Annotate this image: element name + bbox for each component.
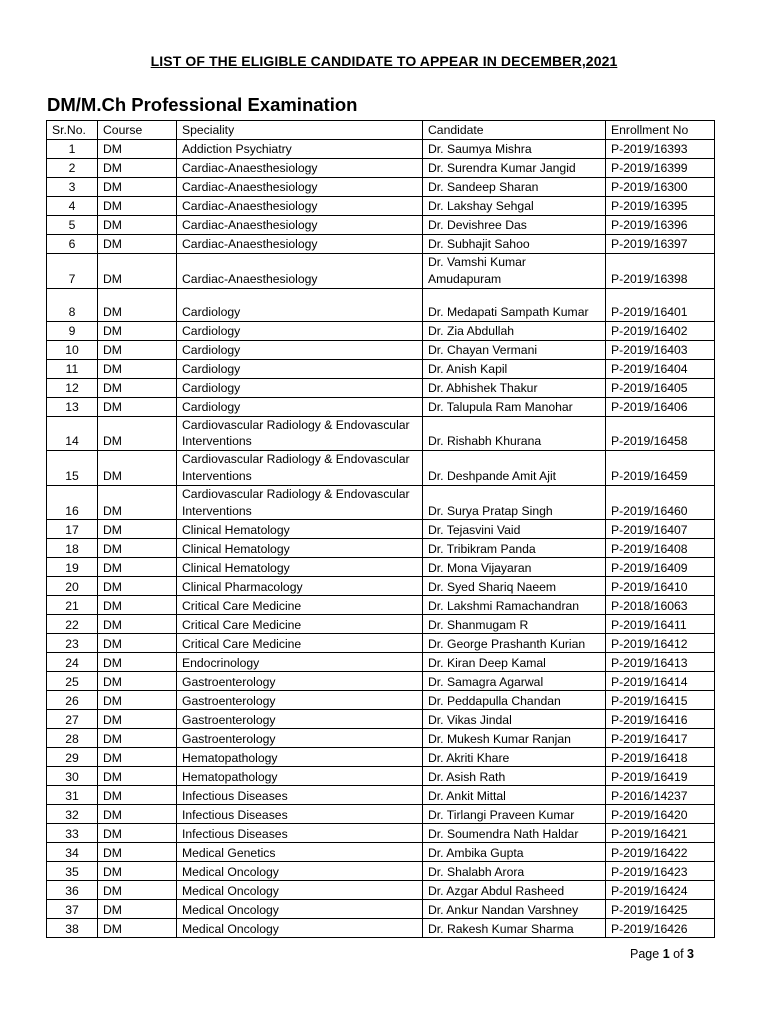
- cell-speciality: Gastroenterology: [177, 729, 423, 748]
- cell-sr-no: 14: [47, 416, 98, 451]
- cell-speciality: Cardiology: [177, 321, 423, 340]
- cell-candidate: Dr. Abhishek Thakur: [423, 378, 606, 397]
- cell-enrollment-no: P-2019/16418: [606, 748, 715, 767]
- cell-course: DM: [98, 577, 177, 596]
- cell-candidate: Dr. Tribikram Panda: [423, 539, 606, 558]
- cell-sr-no: 7: [47, 254, 98, 289]
- cell-candidate: Dr. George Prashanth Kurian: [423, 634, 606, 653]
- cell-candidate: Dr. Lakshay Sehgal: [423, 197, 606, 216]
- of-word: of: [673, 947, 684, 961]
- cell-candidate: Dr. Ambika Gupta: [423, 843, 606, 862]
- cell-sr-no: 30: [47, 767, 98, 786]
- table-body: [47, 140, 715, 938]
- cell-candidate: Dr. Ankur Nandan Varshney: [423, 900, 606, 919]
- cell-candidate: Dr. Talupula Ram Manohar: [423, 397, 606, 416]
- cell-course: DM: [98, 748, 177, 767]
- header-enrollment-no: Enrollment No: [606, 121, 715, 140]
- table-row: [47, 178, 715, 197]
- cell-course: DM: [98, 216, 177, 235]
- cell-speciality: Infectious Diseases: [177, 824, 423, 843]
- cell-candidate: Dr. Devishree Das: [423, 216, 606, 235]
- cell-enrollment-no: P-2019/16405: [606, 378, 715, 397]
- cell-course: DM: [98, 862, 177, 881]
- table-row: [47, 321, 715, 340]
- cell-course: DM: [98, 397, 177, 416]
- cell-sr-no: 38: [47, 919, 98, 938]
- cell-sr-no: 3: [47, 178, 98, 197]
- cell-enrollment-no: P-2019/16404: [606, 359, 715, 378]
- cell-speciality: Clinical Hematology: [177, 520, 423, 539]
- table-row: [47, 235, 715, 254]
- cell-course: DM: [98, 451, 177, 486]
- table-row: [47, 216, 715, 235]
- cell-enrollment-no: P-2019/16423: [606, 862, 715, 881]
- cell-course: DM: [98, 485, 177, 520]
- cell-candidate: Dr. Anish Kapil: [423, 359, 606, 378]
- cell-candidate: Dr. Surya Pratap Singh: [423, 485, 606, 520]
- table-row: [47, 416, 715, 451]
- table-row: [47, 378, 715, 397]
- cell-enrollment-no: P-2018/16063: [606, 596, 715, 615]
- cell-enrollment-no: P-2019/16393: [606, 140, 715, 159]
- cell-enrollment-no: P-2019/16407: [606, 520, 715, 539]
- cell-speciality: Cardiology: [177, 340, 423, 359]
- table-row: [47, 786, 715, 805]
- cell-candidate: Dr. Vamshi Kumar Amudapuram: [423, 254, 606, 289]
- table-row: [47, 596, 715, 615]
- cell-speciality: Cardiac-Anaesthesiology: [177, 216, 423, 235]
- table-row: [47, 451, 715, 486]
- cell-sr-no: 17: [47, 520, 98, 539]
- cell-candidate: Dr. Samagra Agarwal: [423, 672, 606, 691]
- cell-course: DM: [98, 254, 177, 289]
- page-total: 3: [687, 947, 694, 961]
- cell-sr-no: 35: [47, 862, 98, 881]
- table-row: [47, 862, 715, 881]
- cell-candidate: Dr. Rakesh Kumar Sharma: [423, 919, 606, 938]
- cell-sr-no: 19: [47, 558, 98, 577]
- cell-candidate: Dr. Mukesh Kumar Ranjan: [423, 729, 606, 748]
- candidate-table: [46, 120, 715, 938]
- cell-course: DM: [98, 919, 177, 938]
- cell-candidate: Dr. Soumendra Nath Haldar: [423, 824, 606, 843]
- header-course: Course: [98, 121, 177, 140]
- cell-sr-no: 6: [47, 235, 98, 254]
- cell-course: DM: [98, 520, 177, 539]
- cell-candidate: Dr. Lakshmi Ramachandran: [423, 596, 606, 615]
- cell-enrollment-no: P-2019/16421: [606, 824, 715, 843]
- cell-course: DM: [98, 615, 177, 634]
- cell-course: DM: [98, 767, 177, 786]
- cell-course: DM: [98, 378, 177, 397]
- page-word: Page: [630, 947, 660, 961]
- cell-speciality: Addiction Psychiatry: [177, 140, 423, 159]
- cell-enrollment-no: P-2016/14237: [606, 786, 715, 805]
- cell-enrollment-no: P-2019/16422: [606, 843, 715, 862]
- cell-speciality: Medical Oncology: [177, 862, 423, 881]
- cell-course: DM: [98, 596, 177, 615]
- cell-course: DM: [98, 539, 177, 558]
- cell-enrollment-no: P-2019/16412: [606, 634, 715, 653]
- cell-sr-no: 4: [47, 197, 98, 216]
- cell-sr-no: 26: [47, 691, 98, 710]
- cell-sr-no: 8: [47, 288, 98, 321]
- cell-candidate: Dr. Kiran Deep Kamal: [423, 653, 606, 672]
- cell-speciality: Cardiac-Anaesthesiology: [177, 197, 423, 216]
- cell-enrollment-no: P-2019/16416: [606, 710, 715, 729]
- cell-enrollment-no: P-2019/16408: [606, 539, 715, 558]
- cell-course: DM: [98, 824, 177, 843]
- page-indicator: [630, 947, 694, 961]
- cell-enrollment-no: P-2019/16397: [606, 235, 715, 254]
- cell-enrollment-no: P-2019/16410: [606, 577, 715, 596]
- cell-candidate: Dr. Tejasvini Vaid: [423, 520, 606, 539]
- cell-speciality: Clinical Hematology: [177, 539, 423, 558]
- cell-course: DM: [98, 340, 177, 359]
- cell-candidate: Dr. Vikas Jindal: [423, 710, 606, 729]
- table-row: [47, 340, 715, 359]
- table-row: [47, 288, 715, 321]
- table-row: [47, 197, 715, 216]
- cell-sr-no: 24: [47, 653, 98, 672]
- cell-speciality: Medical Genetics: [177, 843, 423, 862]
- cell-sr-no: 18: [47, 539, 98, 558]
- cell-course: DM: [98, 843, 177, 862]
- cell-sr-no: 9: [47, 321, 98, 340]
- cell-enrollment-no: P-2019/16402: [606, 321, 715, 340]
- table-row: [47, 653, 715, 672]
- cell-speciality: Clinical Pharmacology: [177, 577, 423, 596]
- cell-sr-no: 31: [47, 786, 98, 805]
- cell-speciality: Cardiovascular Radiology & Endovascular Interventions: [177, 451, 423, 486]
- cell-speciality: Clinical Hematology: [177, 558, 423, 577]
- table-row: [47, 805, 715, 824]
- header-speciality: Speciality: [177, 121, 423, 140]
- table-row: [47, 634, 715, 653]
- cell-enrollment-no: P-2019/16414: [606, 672, 715, 691]
- cell-enrollment-no: P-2019/16413: [606, 653, 715, 672]
- cell-speciality: Cardiology: [177, 378, 423, 397]
- cell-speciality: Cardiac-Anaesthesiology: [177, 254, 423, 289]
- cell-speciality: Cardiac-Anaesthesiology: [177, 159, 423, 178]
- cell-sr-no: 37: [47, 900, 98, 919]
- table-row: [47, 767, 715, 786]
- table-row: [47, 729, 715, 748]
- cell-enrollment-no: P-2019/16460: [606, 485, 715, 520]
- cell-enrollment-no: P-2019/16417: [606, 729, 715, 748]
- table-row: [47, 485, 715, 520]
- cell-sr-no: 20: [47, 577, 98, 596]
- cell-sr-no: 2: [47, 159, 98, 178]
- cell-speciality: Cardiac-Anaesthesiology: [177, 235, 423, 254]
- cell-enrollment-no: P-2019/16300: [606, 178, 715, 197]
- table-row: [47, 159, 715, 178]
- cell-enrollment-no: P-2019/16459: [606, 451, 715, 486]
- cell-speciality: Cardiovascular Radiology & Endovascular Interventions: [177, 485, 423, 520]
- cell-speciality: Medical Oncology: [177, 881, 423, 900]
- cell-sr-no: 15: [47, 451, 98, 486]
- cell-enrollment-no: P-2019/16398: [606, 254, 715, 289]
- table-row: [47, 359, 715, 378]
- cell-candidate: Dr. Syed Shariq Naeem: [423, 577, 606, 596]
- section-heading: DM/M.Ch Professional Examination: [47, 94, 358, 115]
- table-row: [47, 558, 715, 577]
- table-row: [47, 539, 715, 558]
- cell-sr-no: 5: [47, 216, 98, 235]
- cell-course: DM: [98, 197, 177, 216]
- cell-candidate: Dr. Subhajit Sahoo: [423, 235, 606, 254]
- document-title: LIST OF THE ELIGIBLE CANDIDATE TO APPEAR IN DECEMBER,2021: [150, 53, 618, 69]
- cell-course: DM: [98, 178, 177, 197]
- cell-enrollment-no: P-2019/16409: [606, 558, 715, 577]
- cell-sr-no: 11: [47, 359, 98, 378]
- cell-course: DM: [98, 416, 177, 451]
- cell-speciality: Critical Care Medicine: [177, 615, 423, 634]
- cell-speciality: Critical Care Medicine: [177, 596, 423, 615]
- table-row: [47, 748, 715, 767]
- cell-enrollment-no: P-2019/16401: [606, 288, 715, 321]
- cell-course: DM: [98, 558, 177, 577]
- cell-enrollment-no: P-2019/16420: [606, 805, 715, 824]
- cell-course: DM: [98, 805, 177, 824]
- cell-sr-no: 27: [47, 710, 98, 729]
- table-row: [47, 397, 715, 416]
- table-row: [47, 843, 715, 862]
- cell-speciality: Gastroenterology: [177, 672, 423, 691]
- cell-sr-no: 22: [47, 615, 98, 634]
- cell-sr-no: 28: [47, 729, 98, 748]
- table-row: [47, 577, 715, 596]
- cell-speciality: Hematopathology: [177, 748, 423, 767]
- cell-candidate: Dr. Medapati Sampath Kumar: [423, 288, 606, 321]
- table-header-row: [47, 121, 715, 140]
- cell-course: DM: [98, 653, 177, 672]
- cell-enrollment-no: P-2019/16415: [606, 691, 715, 710]
- cell-sr-no: 21: [47, 596, 98, 615]
- cell-candidate: Dr. Saumya Mishra: [423, 140, 606, 159]
- cell-sr-no: 1: [47, 140, 98, 159]
- cell-candidate: Dr. Shanmugam R: [423, 615, 606, 634]
- cell-sr-no: 10: [47, 340, 98, 359]
- cell-enrollment-no: P-2019/16419: [606, 767, 715, 786]
- cell-candidate: Dr. Zia Abdullah: [423, 321, 606, 340]
- table-row: [47, 691, 715, 710]
- cell-sr-no: 29: [47, 748, 98, 767]
- header-candidate: Candidate: [423, 121, 606, 140]
- cell-speciality: Cardiac-Anaesthesiology: [177, 178, 423, 197]
- cell-candidate: Dr. Shalabh Arora: [423, 862, 606, 881]
- cell-course: DM: [98, 729, 177, 748]
- cell-candidate: Dr. Rishabh Khurana: [423, 416, 606, 451]
- cell-course: DM: [98, 235, 177, 254]
- cell-candidate: Dr. Mona Vijayaran: [423, 558, 606, 577]
- cell-sr-no: 25: [47, 672, 98, 691]
- cell-enrollment-no: P-2019/16411: [606, 615, 715, 634]
- table-row: [47, 140, 715, 159]
- cell-course: DM: [98, 321, 177, 340]
- cell-course: DM: [98, 900, 177, 919]
- cell-enrollment-no: P-2019/16425: [606, 900, 715, 919]
- cell-course: DM: [98, 159, 177, 178]
- cell-course: DM: [98, 140, 177, 159]
- cell-candidate: Dr. Peddapulla Chandan: [423, 691, 606, 710]
- cell-enrollment-no: P-2019/16399: [606, 159, 715, 178]
- cell-candidate: Dr. Deshpande Amit Ajit: [423, 451, 606, 486]
- cell-speciality: Cardiology: [177, 397, 423, 416]
- table-row: [47, 919, 715, 938]
- cell-speciality: Endocrinology: [177, 653, 423, 672]
- cell-candidate: Dr. Chayan Vermani: [423, 340, 606, 359]
- cell-course: DM: [98, 691, 177, 710]
- cell-course: DM: [98, 786, 177, 805]
- cell-sr-no: 32: [47, 805, 98, 824]
- cell-course: DM: [98, 288, 177, 321]
- table-row: [47, 615, 715, 634]
- cell-candidate: Dr. Surendra Kumar Jangid: [423, 159, 606, 178]
- cell-course: DM: [98, 710, 177, 729]
- cell-sr-no: 23: [47, 634, 98, 653]
- cell-sr-no: 16: [47, 485, 98, 520]
- table-row: [47, 254, 715, 289]
- table-row: [47, 900, 715, 919]
- table-row: [47, 672, 715, 691]
- cell-sr-no: 12: [47, 378, 98, 397]
- cell-speciality: Gastroenterology: [177, 691, 423, 710]
- cell-enrollment-no: P-2019/16395: [606, 197, 715, 216]
- page-number: 1: [662, 947, 670, 961]
- cell-sr-no: 36: [47, 881, 98, 900]
- cell-sr-no: 34: [47, 843, 98, 862]
- cell-candidate: Dr. Akriti Khare: [423, 748, 606, 767]
- cell-speciality: Critical Care Medicine: [177, 634, 423, 653]
- cell-enrollment-no: P-2019/16426: [606, 919, 715, 938]
- table-row: [47, 824, 715, 843]
- cell-speciality: Medical Oncology: [177, 919, 423, 938]
- cell-enrollment-no: P-2019/16406: [606, 397, 715, 416]
- cell-course: DM: [98, 672, 177, 691]
- cell-speciality: Infectious Diseases: [177, 786, 423, 805]
- cell-enrollment-no: P-2019/16424: [606, 881, 715, 900]
- cell-course: DM: [98, 634, 177, 653]
- header-sr-no: Sr.No.: [47, 121, 98, 140]
- cell-speciality: Cardiology: [177, 359, 423, 378]
- cell-candidate: Dr. Asish Rath: [423, 767, 606, 786]
- table-row: [47, 520, 715, 539]
- cell-speciality: Hematopathology: [177, 767, 423, 786]
- table-row: [47, 881, 715, 900]
- cell-sr-no: 33: [47, 824, 98, 843]
- cell-speciality: Cardiology: [177, 288, 423, 321]
- cell-speciality: Gastroenterology: [177, 710, 423, 729]
- cell-speciality: Infectious Diseases: [177, 805, 423, 824]
- cell-speciality: Medical Oncology: [177, 900, 423, 919]
- cell-course: DM: [98, 881, 177, 900]
- cell-enrollment-no: P-2019/16396: [606, 216, 715, 235]
- cell-sr-no: 13: [47, 397, 98, 416]
- cell-speciality: Cardiovascular Radiology & Endovascular Interventions: [177, 416, 423, 451]
- cell-enrollment-no: P-2019/16403: [606, 340, 715, 359]
- cell-candidate: Dr. Azgar Abdul Rasheed: [423, 881, 606, 900]
- cell-course: DM: [98, 359, 177, 378]
- cell-candidate: Dr. Tirlangi Praveen Kumar: [423, 805, 606, 824]
- cell-candidate: Dr. Ankit Mittal: [423, 786, 606, 805]
- cell-enrollment-no: P-2019/16458: [606, 416, 715, 451]
- table-row: [47, 710, 715, 729]
- cell-candidate: Dr. Sandeep Sharan: [423, 178, 606, 197]
